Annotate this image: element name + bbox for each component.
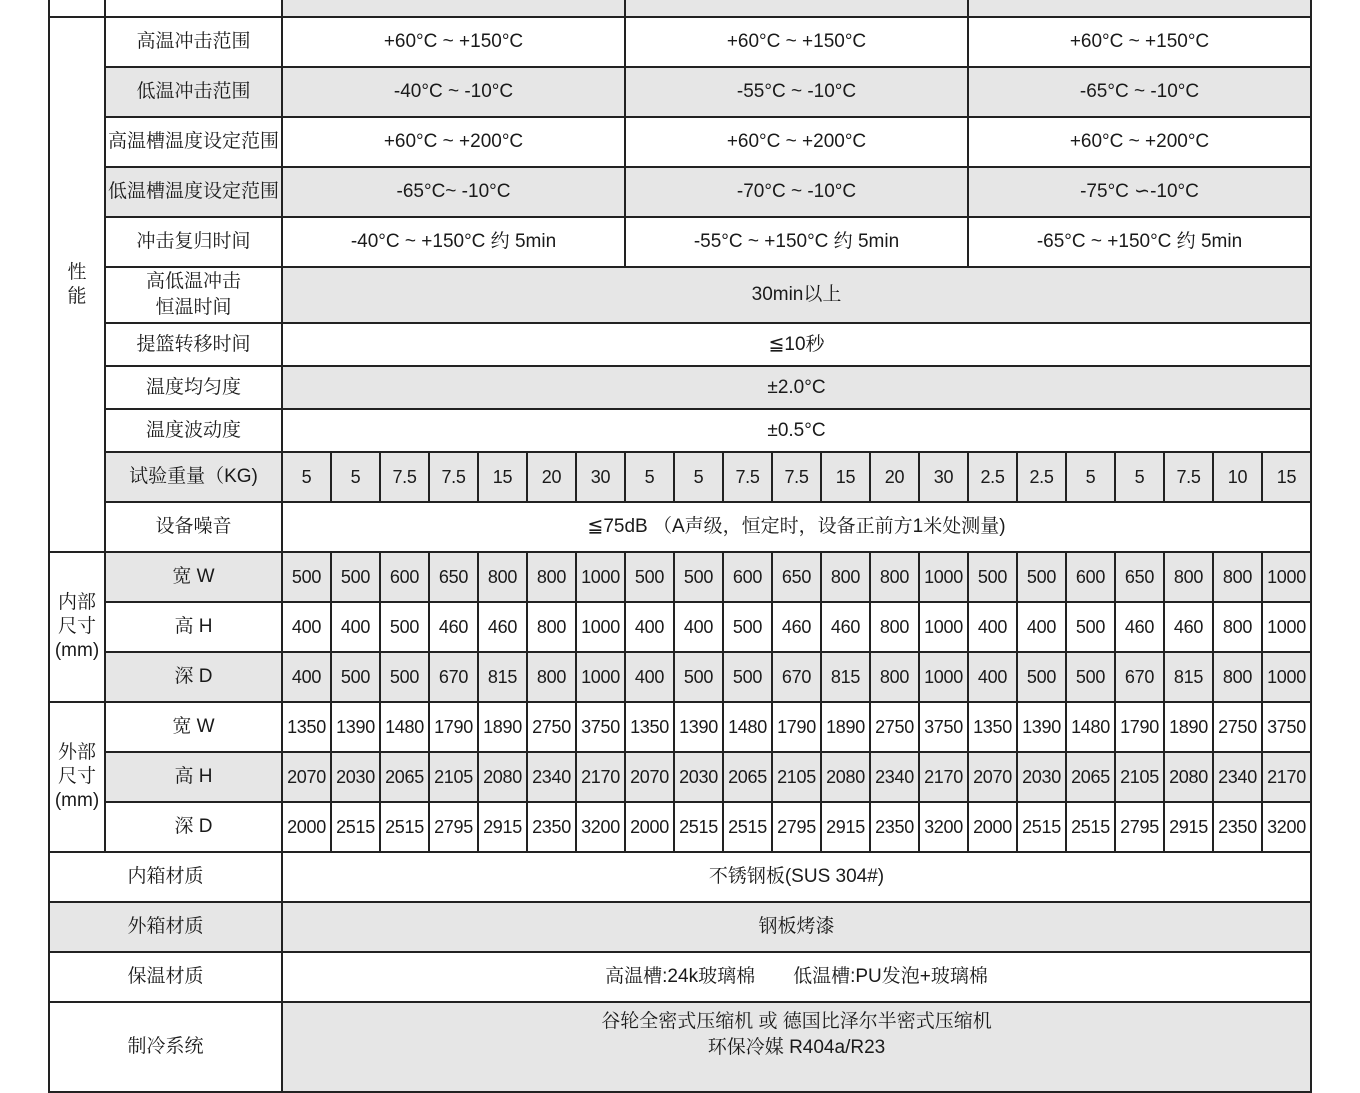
spec-value-cell: 400	[625, 602, 674, 652]
spec-value-cell: 500	[723, 602, 772, 652]
spec-value-cell: 2065	[723, 752, 772, 802]
value-cell: -55°C ~ -10°C	[625, 67, 968, 117]
spec-value-cell: 460	[821, 602, 870, 652]
spec-value-cell: 2515	[331, 802, 380, 852]
group-line: 内部	[57, 592, 96, 613]
value-cell: -65°C~ -10°C	[282, 167, 625, 217]
group-line: 外部	[57, 742, 96, 763]
spec-value-cell: 1350	[968, 702, 1017, 752]
row-label: 设备噪音	[105, 502, 282, 552]
spec-value-cell: 1350	[282, 702, 331, 752]
row-outer-material	[49, 902, 1311, 952]
spec-value-cell: 800	[527, 652, 576, 702]
spec-value-cell: 3750	[1262, 702, 1311, 752]
spec-value-cell: 2915	[821, 802, 870, 852]
row-inner-depth	[49, 652, 1311, 702]
row-label: 宽 W	[105, 552, 282, 602]
spec-value-cell: 400	[674, 602, 723, 652]
spec-value-cell: 1000	[576, 602, 625, 652]
spec-value-cell: 5	[674, 452, 723, 502]
spec-table-body	[49, 0, 1311, 1092]
row-outer-width	[49, 702, 1311, 752]
spec-value-cell: 2030	[1017, 752, 1066, 802]
spec-value-cell: 7.5	[1164, 452, 1213, 502]
row-inner-width	[49, 552, 1311, 602]
spec-value-cell: 1790	[1115, 702, 1164, 752]
row-noise	[49, 502, 1311, 552]
spec-value-cell: 2080	[478, 752, 527, 802]
row-label-line2: 恒温时间	[155, 297, 232, 318]
value-cell: 30min以上	[282, 267, 1311, 323]
spec-value-cell: 1000	[1262, 602, 1311, 652]
spec-value-cell: 1890	[1164, 702, 1213, 752]
spec-value-cell: 20	[527, 452, 576, 502]
value-cell: +60°C ~ +200°C	[968, 117, 1311, 167]
spec-value-cell: 1480	[380, 702, 429, 752]
row-label: 温度均匀度	[105, 366, 282, 409]
spec-value-cell: 2750	[527, 702, 576, 752]
row-high-temp-shock	[49, 17, 1311, 67]
clipped-group-cell	[49, 0, 105, 17]
value-cell: -55°C ~ +150°C 约 5min	[625, 217, 968, 267]
value-cell: 不锈钢板(SUS 304#)	[282, 852, 1311, 902]
outer-dims-group-label	[49, 702, 105, 852]
spec-value-cell: 2795	[772, 802, 821, 852]
spec-value-cell: 2915	[478, 802, 527, 852]
spec-value-cell: 2340	[527, 752, 576, 802]
spec-value-cell: 30	[576, 452, 625, 502]
spec-value-cell: 500	[282, 552, 331, 602]
spec-value-cell: 2030	[674, 752, 723, 802]
spec-value-cell: 15	[821, 452, 870, 502]
spec-value-cell: 2105	[429, 752, 478, 802]
clipped-row	[49, 0, 1311, 17]
spec-value-cell: 2350	[870, 802, 919, 852]
spec-value-cell: 815	[1164, 652, 1213, 702]
spec-value-cell: 800	[1213, 652, 1262, 702]
spec-value-cell: 2340	[1213, 752, 1262, 802]
spec-value-cell: 670	[772, 652, 821, 702]
spec-value-cell: 2915	[1164, 802, 1213, 852]
performance-group-label	[49, 17, 105, 552]
spec-value-cell: 1350	[625, 702, 674, 752]
row-label: 低温槽温度设定范围	[105, 167, 282, 217]
spec-value-cell: 10	[1213, 452, 1262, 502]
spec-value-cell: 2340	[870, 752, 919, 802]
spec-value-cell: 400	[282, 652, 331, 702]
spec-value-cell: 2350	[1213, 802, 1262, 852]
spec-value-cell: 7.5	[380, 452, 429, 502]
spec-value-cell: 2515	[723, 802, 772, 852]
spec-value-cell: 7.5	[429, 452, 478, 502]
row-label: 冲击复归时间	[105, 217, 282, 267]
clipped-value-cell	[282, 0, 625, 17]
row-label-line1: 高低温冲击	[145, 271, 241, 292]
spec-value-cell: 2350	[527, 802, 576, 852]
spec-value-cell: 815	[478, 652, 527, 702]
value-cell: +60°C ~ +150°C	[282, 17, 625, 67]
spec-value-cell: 1390	[1017, 702, 1066, 752]
spec-value-cell: 400	[968, 602, 1017, 652]
spec-value-cell: 3200	[919, 802, 968, 852]
value-cell: ±2.0°C	[282, 366, 1311, 409]
value-cell: -70°C ~ -10°C	[625, 167, 968, 217]
spec-value-cell: 500	[380, 652, 429, 702]
spec-value-cell: 5	[1066, 452, 1115, 502]
spec-value-cell: 460	[1115, 602, 1164, 652]
row-label: 宽 W	[105, 702, 282, 752]
spec-value-cell: 1480	[1066, 702, 1115, 752]
row-label: 保温材质	[49, 952, 282, 1002]
spec-value-cell: 3750	[919, 702, 968, 752]
inner-dims-group-label	[49, 552, 105, 702]
spec-value-cell: 500	[674, 552, 723, 602]
spec-value-cell: 5	[282, 452, 331, 502]
spec-value-cell: 2515	[1066, 802, 1115, 852]
spec-value-cell: 800	[821, 552, 870, 602]
spec-value-cell: 1000	[919, 552, 968, 602]
spec-value-cell: 1000	[919, 602, 968, 652]
value-cell: +60°C ~ +200°C	[625, 117, 968, 167]
spec-value-cell: 2.5	[968, 452, 1017, 502]
spec-value-cell: 500	[331, 552, 380, 602]
spec-value-cell: 1000	[576, 652, 625, 702]
row-outer-depth	[49, 802, 1311, 852]
spec-value-cell: 1000	[1262, 652, 1311, 702]
spec-value-cell: 2105	[772, 752, 821, 802]
clipped-value-cell	[625, 0, 968, 17]
row-high-bath-setting	[49, 117, 1311, 167]
row-label	[105, 267, 282, 323]
spec-value-cell: 800	[1213, 602, 1262, 652]
row-label: 深 D	[105, 652, 282, 702]
row-label: 试验重量（KG)	[105, 452, 282, 502]
spec-value-cell: 800	[1164, 552, 1213, 602]
spec-value-cell: 500	[1017, 652, 1066, 702]
spec-value-cell: 670	[429, 652, 478, 702]
spec-value-cell: 1890	[478, 702, 527, 752]
spec-value-cell: 800	[1213, 552, 1262, 602]
value-cell: -75°C ∽-10°C	[968, 167, 1311, 217]
spec-value-cell: 2105	[1115, 752, 1164, 802]
value-cell: -40°C ~ +150°C 约 5min	[282, 217, 625, 267]
row-refrigeration	[49, 1002, 1311, 1092]
spec-value-cell: 2080	[821, 752, 870, 802]
row-constant-temp-time	[49, 267, 1311, 323]
spec-value-cell: 15	[1262, 452, 1311, 502]
spec-value-cell: 500	[380, 602, 429, 652]
group-line: (mm)	[54, 640, 100, 661]
spec-value-cell: 400	[968, 652, 1017, 702]
spec-value-cell: 650	[1115, 552, 1164, 602]
value-line1: 谷轮全密式压缩机 或 德国比泽尔半密式压缩机	[601, 1011, 992, 1032]
spec-table	[48, 0, 1312, 1093]
spec-value-cell: 500	[968, 552, 1017, 602]
spec-value-cell: 2080	[1164, 752, 1213, 802]
spec-value-cell: 600	[723, 552, 772, 602]
row-label: 深 D	[105, 802, 282, 852]
spec-value-cell: 2795	[429, 802, 478, 852]
spec-value-cell: 2030	[331, 752, 380, 802]
row-uniformity	[49, 366, 1311, 409]
row-label: 提篮转移时间	[105, 323, 282, 366]
value-cell: +60°C ~ +150°C	[968, 17, 1311, 67]
row-label: 高温冲击范围	[105, 17, 282, 67]
row-inner-height	[49, 602, 1311, 652]
spec-value-cell: 5	[625, 452, 674, 502]
spec-value-cell: 500	[723, 652, 772, 702]
spec-value-cell: 500	[625, 552, 674, 602]
spec-value-cell: 500	[1066, 602, 1115, 652]
spec-value-cell: 460	[1164, 602, 1213, 652]
spec-value-cell: 800	[870, 602, 919, 652]
row-label: 温度波动度	[105, 409, 282, 452]
spec-value-cell: 1000	[919, 652, 968, 702]
value-cell: ≦75dB （A声级，恒定时，设备正前方1米处测量)	[282, 502, 1311, 552]
spec-value-cell: 600	[380, 552, 429, 602]
spec-value-cell: 800	[478, 552, 527, 602]
spec-value-cell: 460	[478, 602, 527, 652]
spec-value-cell: 2170	[576, 752, 625, 802]
spec-value-cell: 1000	[576, 552, 625, 602]
spec-value-cell: 500	[331, 652, 380, 702]
spec-value-cell: 2515	[674, 802, 723, 852]
row-fluctuation	[49, 409, 1311, 452]
value-cell	[282, 1002, 1311, 1092]
spec-value-cell: 460	[772, 602, 821, 652]
spec-value-cell: 2170	[919, 752, 968, 802]
spec-value-cell: 460	[429, 602, 478, 652]
spec-value-cell: 2065	[380, 752, 429, 802]
spec-value-cell: 650	[429, 552, 478, 602]
spec-value-cell: 500	[1017, 552, 1066, 602]
group-line: (mm)	[54, 790, 100, 811]
spec-value-cell: 7.5	[772, 452, 821, 502]
row-label: 制冷系统	[49, 1002, 282, 1092]
clipped-value-cell	[968, 0, 1311, 17]
spec-value-cell: 20	[870, 452, 919, 502]
row-label: 高温槽温度设定范围	[105, 117, 282, 167]
spec-value-cell: 500	[674, 652, 723, 702]
spec-value-cell: 670	[1115, 652, 1164, 702]
spec-value-cell: 5	[1115, 452, 1164, 502]
spec-value-cell: 2070	[282, 752, 331, 802]
value-line2: 环保冷媒 R404a/R23	[707, 1037, 886, 1058]
group-line: 尺寸	[57, 616, 96, 637]
spec-value-cell: 1390	[674, 702, 723, 752]
spec-value-cell: 2.5	[1017, 452, 1066, 502]
spec-value-cell: 2795	[1115, 802, 1164, 852]
value-cell: -65°C ~ +150°C 约 5min	[968, 217, 1311, 267]
row-test-weight	[49, 452, 1311, 502]
value-cell: +60°C ~ +150°C	[625, 17, 968, 67]
spec-value-cell: 2000	[282, 802, 331, 852]
spec-value-cell: 600	[1066, 552, 1115, 602]
spec-value-cell: 2070	[968, 752, 1017, 802]
row-label: 外箱材质	[49, 902, 282, 952]
spec-value-cell: 800	[870, 552, 919, 602]
spec-value-cell: 2750	[1213, 702, 1262, 752]
spec-value-cell: 815	[821, 652, 870, 702]
spec-value-cell: 2065	[1066, 752, 1115, 802]
clipped-label-cell	[105, 0, 282, 17]
spec-value-cell: 2000	[625, 802, 674, 852]
spec-value-cell: 3200	[576, 802, 625, 852]
spec-value-cell: 650	[772, 552, 821, 602]
value-cell: -40°C ~ -10°C	[282, 67, 625, 117]
spec-value-cell: 400	[625, 652, 674, 702]
row-insulation	[49, 952, 1311, 1002]
spec-value-cell: 2750	[870, 702, 919, 752]
spec-value-cell: 2515	[1017, 802, 1066, 852]
value-cell: 钢板烤漆	[282, 902, 1311, 952]
spec-value-cell: 800	[527, 602, 576, 652]
row-label: 内箱材质	[49, 852, 282, 902]
value-cell: ±0.5°C	[282, 409, 1311, 452]
value-cell: 高温槽:24k玻璃棉 低温槽:PU发泡+玻璃棉	[282, 952, 1311, 1002]
row-inner-material	[49, 852, 1311, 902]
spec-value-cell: 1890	[821, 702, 870, 752]
row-low-temp-shock	[49, 67, 1311, 117]
spec-value-cell: 1000	[1262, 552, 1311, 602]
row-label: 低温冲击范围	[105, 67, 282, 117]
spec-value-cell: 2515	[380, 802, 429, 852]
spec-value-cell: 15	[478, 452, 527, 502]
spec-value-cell: 800	[527, 552, 576, 602]
spec-value-cell: 400	[282, 602, 331, 652]
value-cell: +60°C ~ +200°C	[282, 117, 625, 167]
spec-value-cell: 1790	[772, 702, 821, 752]
spec-value-cell: 3200	[1262, 802, 1311, 852]
spec-value-cell: 5	[331, 452, 380, 502]
row-shock-recovery	[49, 217, 1311, 267]
spec-value-cell: 30	[919, 452, 968, 502]
row-outer-height	[49, 752, 1311, 802]
spec-value-cell: 7.5	[723, 452, 772, 502]
spec-value-cell: 800	[870, 652, 919, 702]
value-cell: -65°C ~ -10°C	[968, 67, 1311, 117]
spec-value-cell: 500	[1066, 652, 1115, 702]
spec-value-cell: 1790	[429, 702, 478, 752]
performance-group-text: 性能	[67, 261, 87, 307]
spec-value-cell: 400	[331, 602, 380, 652]
spec-value-cell: 3750	[576, 702, 625, 752]
row-label: 高 H	[105, 752, 282, 802]
spec-value-cell: 2170	[1262, 752, 1311, 802]
row-basket-transfer	[49, 323, 1311, 366]
spec-value-cell: 1480	[723, 702, 772, 752]
spec-value-cell: 2070	[625, 752, 674, 802]
row-low-bath-setting	[49, 167, 1311, 217]
row-label: 高 H	[105, 602, 282, 652]
group-line: 尺寸	[57, 766, 96, 787]
value-cell: ≦10秒	[282, 323, 1311, 366]
spec-value-cell: 1390	[331, 702, 380, 752]
spec-value-cell: 2000	[968, 802, 1017, 852]
spec-value-cell: 400	[1017, 602, 1066, 652]
